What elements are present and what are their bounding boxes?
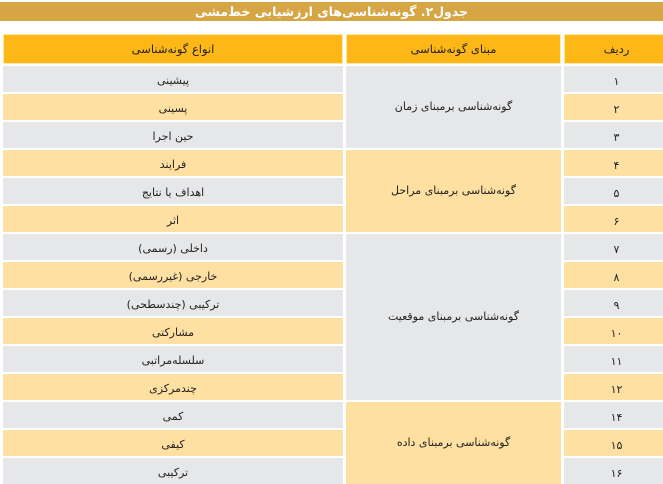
type-cell: حین اجرا xyxy=(3,122,343,149)
row-number: ۵ xyxy=(564,178,663,205)
type-cell: چندمرکزی xyxy=(3,374,343,401)
type-cell: کیفی xyxy=(3,430,343,457)
type-cell: پسینی xyxy=(3,94,343,121)
typology-table xyxy=(3,34,663,472)
type-cell: پیشینی xyxy=(3,66,343,93)
row-number: ۶ xyxy=(564,206,663,233)
type-cell: مشارکتی xyxy=(3,318,343,345)
type-cell: سلسله‌مراتبی xyxy=(3,346,343,373)
row-number: ۱۶ xyxy=(564,458,663,484)
row-number: ۱۱ xyxy=(564,346,663,373)
row-number: ۱ xyxy=(564,66,663,93)
basis-cell-time: گونه‌شناسی برمبنای زمان xyxy=(346,66,561,149)
basis-cell-position: گونه‌شناسی برمبنای موقعیت xyxy=(346,234,561,401)
type-cell: فرایند xyxy=(3,150,343,177)
row-number: ۱۵ xyxy=(564,430,663,457)
row-number: ۳ xyxy=(564,122,663,149)
header-row-number: ردیف xyxy=(564,34,663,64)
type-cell: داخلی (رسمی) xyxy=(3,234,343,261)
row-number: ۷ xyxy=(564,234,663,261)
type-cell: ترکیبی (چندسطحی) xyxy=(3,290,343,317)
type-cell: اثر xyxy=(3,206,343,233)
header-types: انواع گونه‌شناسی xyxy=(3,34,343,64)
row-number: ۱۲ xyxy=(564,374,663,401)
basis-cell-data: گونه‌شناسی برمبنای داده xyxy=(346,402,561,484)
row-number: ۸ xyxy=(564,262,663,289)
type-cell: کمی xyxy=(3,402,343,429)
basis-cell-stages: گونه‌شناسی برمبنای مراحل xyxy=(346,150,561,233)
row-number: ۱۴ xyxy=(564,402,663,429)
header-basis: مبنای گونه‌شناسی xyxy=(346,34,561,64)
type-cell: ترکیبی xyxy=(3,458,343,484)
row-number: ۱۰ xyxy=(564,318,663,345)
table-title: جدول۲. گونه‌شناسی‌های ارزشیابی خط‌مشی xyxy=(0,2,663,21)
type-cell: خارجی (غیررسمی) xyxy=(3,262,343,289)
row-number: ۹ xyxy=(564,290,663,317)
type-cell: اهداف یا نتایج xyxy=(3,178,343,205)
row-number: ۴ xyxy=(564,150,663,177)
row-number: ۲ xyxy=(564,94,663,121)
